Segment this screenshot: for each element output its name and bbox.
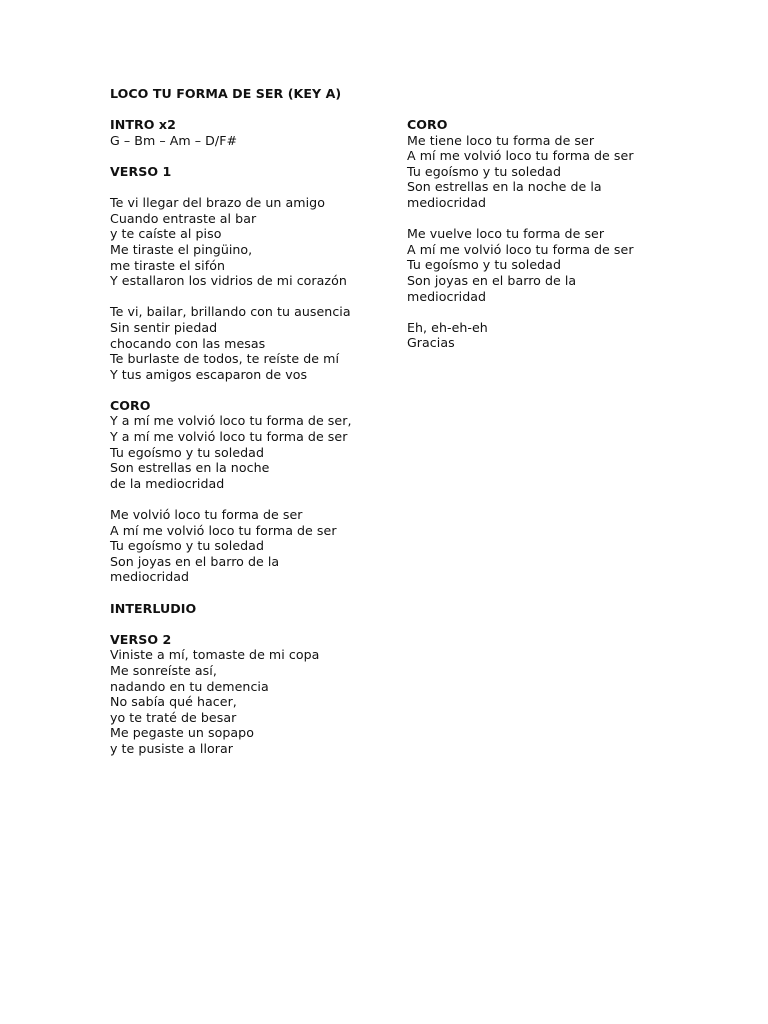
- spacer: [110, 382, 400, 398]
- lyric-line: Y a mí me volvió loco tu forma de ser,: [110, 413, 352, 429]
- lyric-line: Son joyas en el barro de la: [407, 272, 577, 288]
- lyric-line: Me pegaste un sopapo: [110, 725, 254, 741]
- lyric-line: nadando en tu demencia: [110, 678, 269, 694]
- lyric-line: yo te traté de besar: [110, 709, 237, 725]
- lyric-line: A mí me volvió loco tu forma de ser: [110, 522, 337, 538]
- lyric-line: Y estallaron los vidrios de mi corazón: [110, 273, 347, 289]
- lyric-line: y te caíste al piso: [110, 226, 222, 242]
- lyric-line: Tu egoísmo y tu soledad: [407, 163, 561, 179]
- lyric-line: Son estrellas en la noche de la: [407, 179, 602, 195]
- verse1-stanza-a: [110, 195, 400, 289]
- spacer: [407, 211, 727, 227]
- spacer: [110, 491, 400, 507]
- spacer: [110, 148, 400, 164]
- verse1-heading: VERSO 1: [110, 163, 172, 179]
- lyric-line: Te burlaste de todos, te reíste de mí: [110, 351, 340, 367]
- lyric-line: Me volvió loco tu forma de ser: [110, 507, 303, 523]
- lyric-line: chocando con las mesas: [110, 335, 266, 351]
- right-column: [407, 117, 727, 351]
- chorus-heading: CORO: [407, 117, 448, 132]
- chorus-stanza-a: [110, 413, 400, 491]
- spacer: [110, 102, 400, 118]
- intro-chords: G – Bm – Am – D/F#: [110, 132, 238, 148]
- verse2-stanza: [110, 647, 400, 756]
- lyric-line: Son estrellas en la noche: [110, 460, 270, 476]
- lyric-line: Tu egoísmo y tu soledad: [110, 538, 264, 554]
- spacer: [407, 304, 727, 320]
- lyric-line: y te pusiste a llorar: [110, 740, 233, 756]
- lyric-line: mediocridad: [110, 569, 190, 585]
- chorus-heading: CORO: [110, 397, 151, 413]
- verse2-heading: VERSO 2: [110, 631, 172, 647]
- lyric-line: Son joyas en el barro de la: [110, 553, 280, 569]
- lyric-line: de la mediocridad: [110, 475, 225, 491]
- left-column: [110, 86, 400, 757]
- lyric-line: me tiraste el sifón: [110, 257, 225, 273]
- chorus-stanza-b: [110, 507, 400, 585]
- lyric-line: Sin sentir piedad: [110, 319, 218, 335]
- lyric-line: Me sonreíste así,: [110, 662, 217, 678]
- lyric-line: Te vi llegar del brazo de un amigo: [110, 195, 325, 211]
- lyric-line: Gracias: [407, 335, 455, 351]
- spacer: [110, 616, 400, 632]
- lyric-line: Tu egoísmo y tu soledad: [110, 444, 264, 460]
- lyric-line: Viniste a mí, tomaste de mi copa: [110, 647, 320, 663]
- lyric-line: Eh, eh-eh-eh: [407, 319, 488, 335]
- lyric-line: A mí me volvió loco tu forma de ser: [407, 148, 634, 164]
- lyric-line: Me tiene loco tu forma de ser: [407, 132, 595, 148]
- lyric-line: mediocridad: [407, 194, 487, 210]
- spacer: [110, 585, 400, 601]
- lyric-line: No sabía qué hacer,: [110, 694, 237, 710]
- verse1-stanza-b: [110, 304, 400, 382]
- chorus-stanza-b: [407, 226, 727, 304]
- lyric-line: Cuando entraste al bar: [110, 210, 257, 226]
- outro-stanza: [407, 320, 727, 351]
- lyric-line: Me tiraste el pingüino,: [110, 241, 253, 257]
- lyric-line: A mí me volvió loco tu forma de ser: [407, 241, 634, 257]
- lyric-line: Me vuelve loco tu forma de ser: [407, 226, 605, 242]
- lyric-line: mediocridad: [407, 288, 487, 304]
- lyric-line: Tu egoísmo y tu soledad: [407, 257, 561, 273]
- spacer: [110, 180, 400, 196]
- spacer: [110, 289, 400, 305]
- chorus-stanza-a: [407, 133, 727, 211]
- song-title: LOCO TU FORMA DE SER (KEY A): [110, 86, 342, 101]
- lyric-line: Y tus amigos escaparon de vos: [110, 366, 308, 382]
- lyric-line: Y a mí me volvió loco tu forma de ser: [110, 429, 348, 445]
- intro-heading: INTRO x2: [110, 117, 176, 133]
- lyric-line: Te vi, bailar, brillando con tu ausencia: [110, 304, 351, 320]
- interlude-heading: INTERLUDIO: [110, 600, 197, 616]
